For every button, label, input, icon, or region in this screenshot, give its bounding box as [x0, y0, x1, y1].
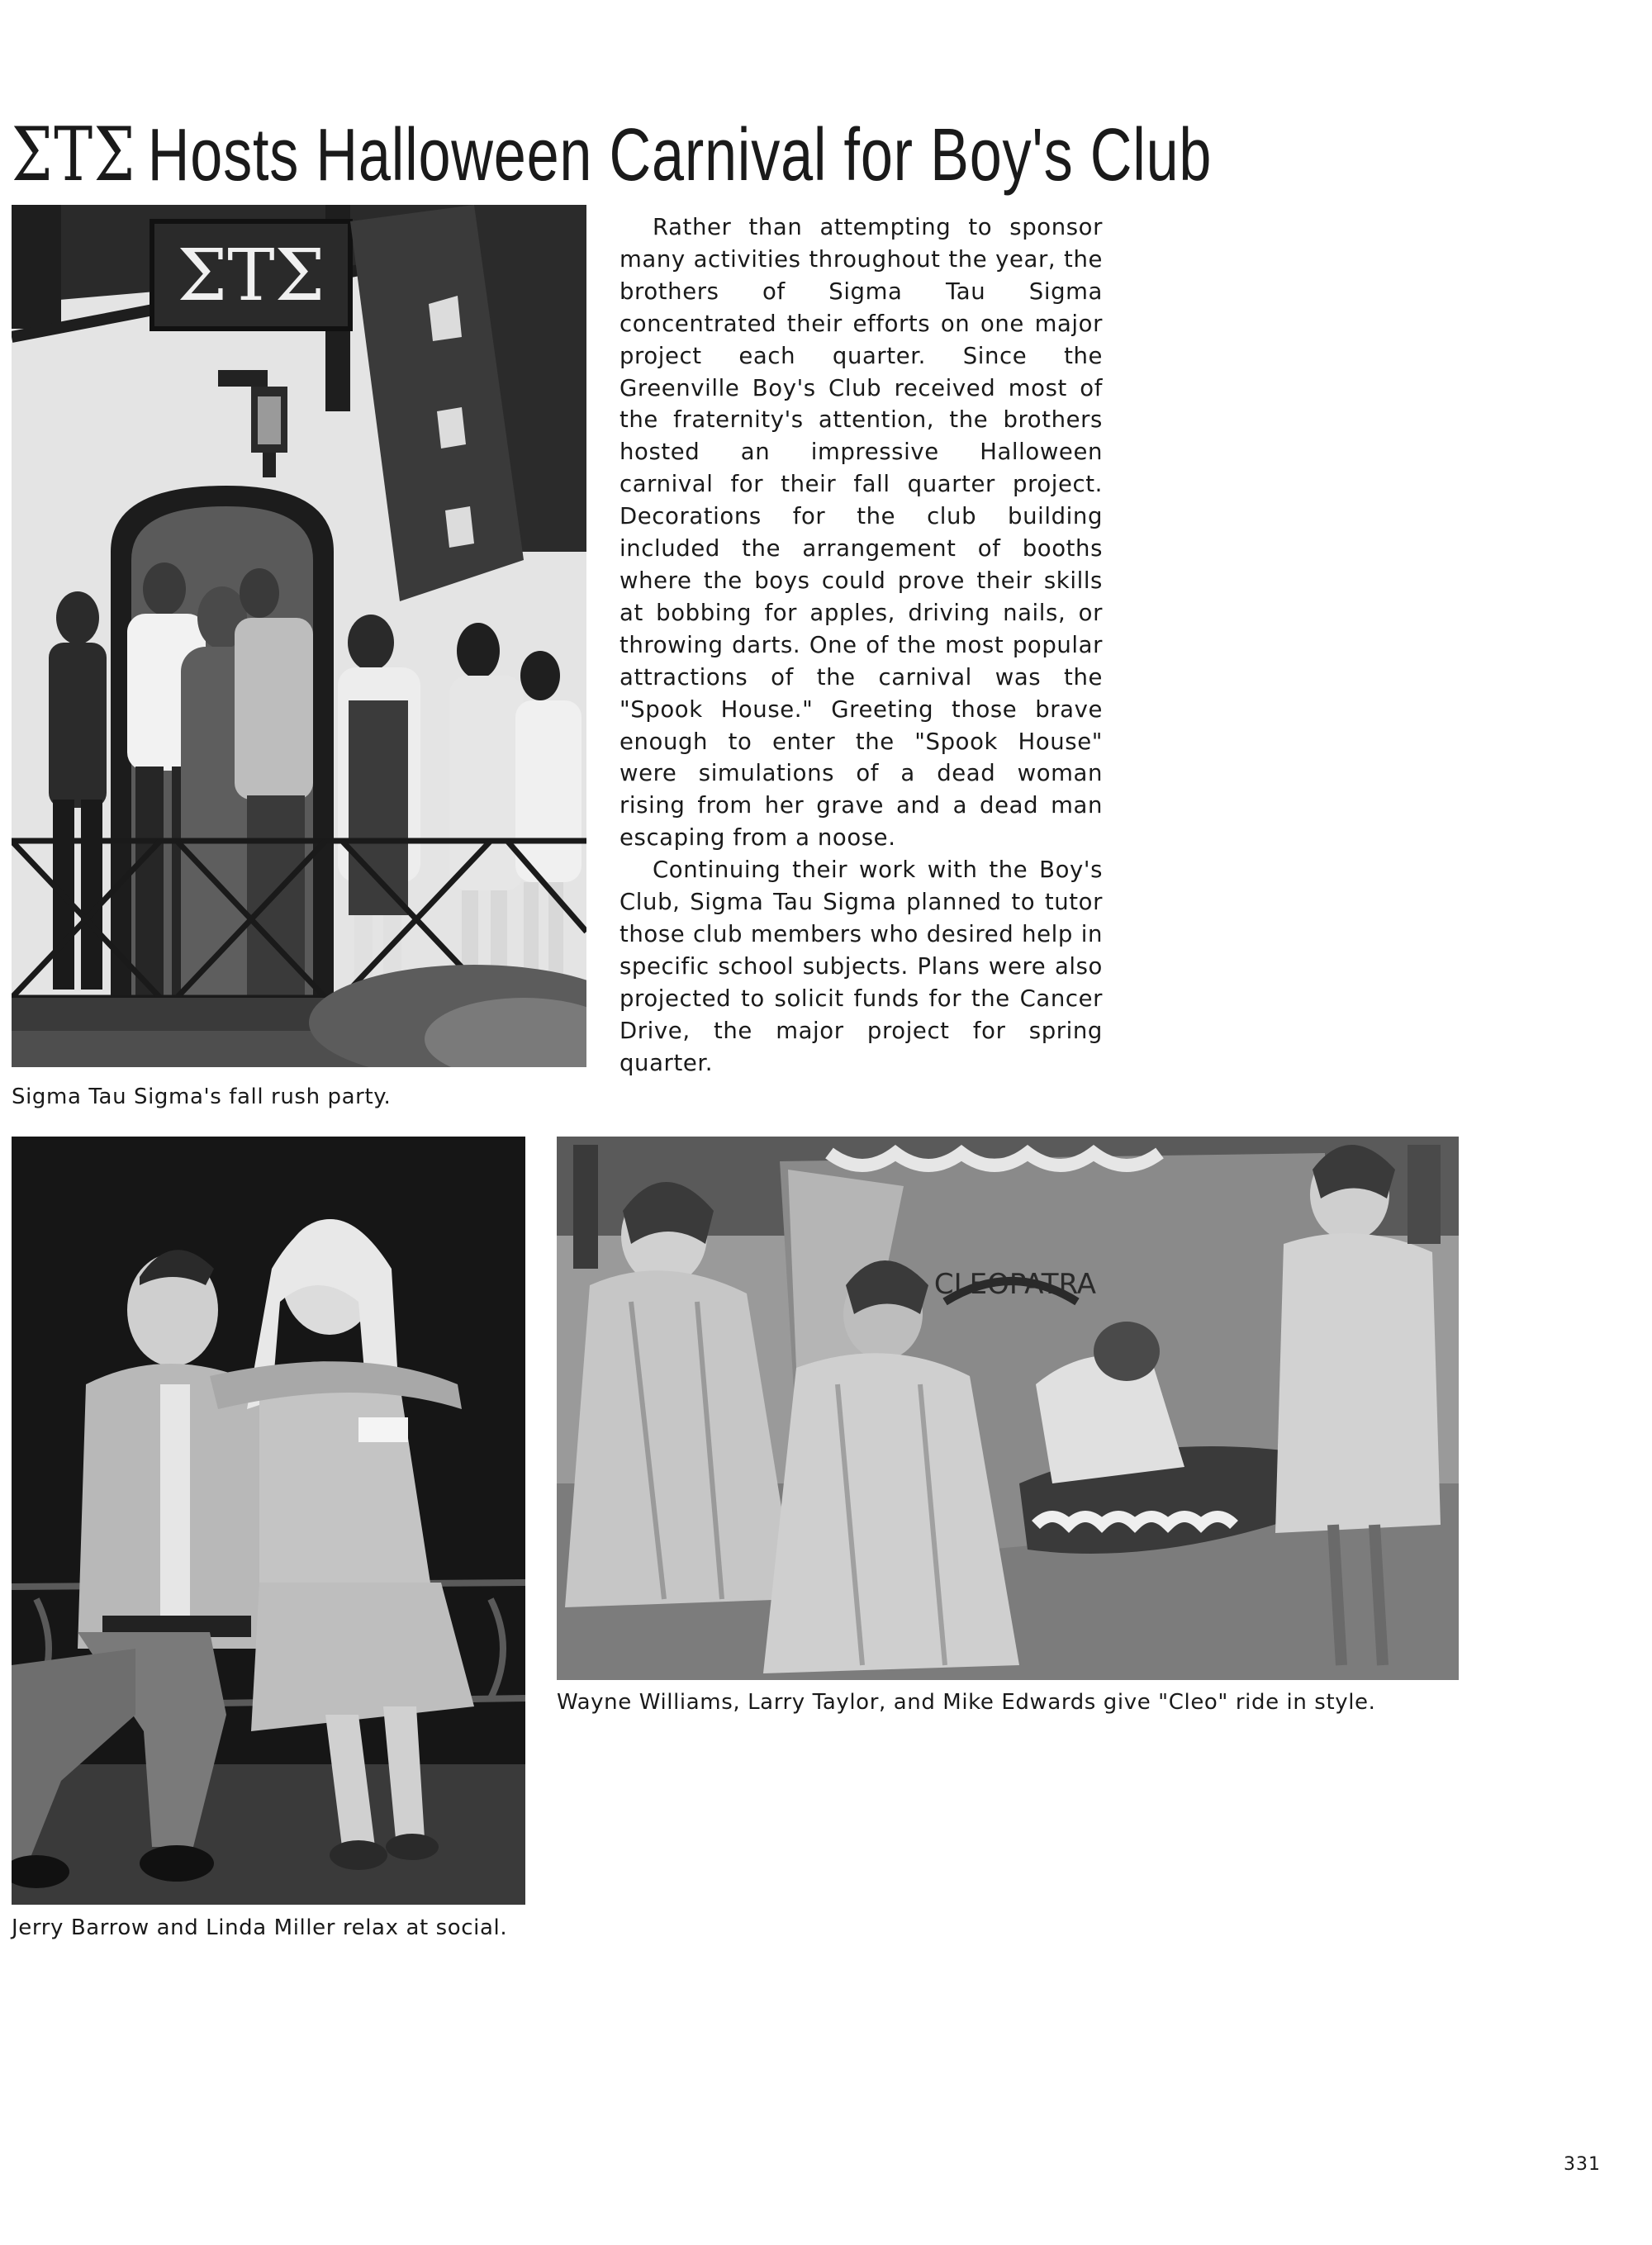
body-paragraph: Continuing their work with the Boy's Club, Sigma Tau Sigma planned to tutor those club members who desired help in specific school subjects. Plans were also projected to solicit funds for the Cancer Drive, the major project for spring quarter. [620, 857, 1103, 1076]
page-number: 331 [1564, 2154, 1601, 2175]
caption-cleo-parade: Wayne Williams, Larry Taylor, and Mike Edwards give "Cleo" ride in style. [557, 1690, 1376, 1715]
headline-greek-letters: ΣΤΣ [12, 112, 136, 198]
article-body [620, 211, 1103, 1079]
page-headline [12, 106, 1212, 205]
caption-rush-party: Sigma Tau Sigma's fall rush party. [12, 1085, 392, 1109]
photo-social [12, 1137, 525, 1905]
rush-party-illustration [12, 205, 586, 1067]
sign-greek-letters: ΣΤΣ [177, 235, 325, 317]
social-illustration [12, 1137, 525, 1905]
headline-title: Hosts Halloween Carnival for Boy's Club [147, 114, 1213, 197]
body-paragraph: Rather than attempting to sponsor many activities throughout the year, the brothers of Sigma Tau Sigma concentrated their efforts on one major project each quarter. Since the Greenville Boy's Club received most of the fraternity's attention, the brothers hosted an impressive Halloween carnival for their fall quarter project. Decorations for the club building included the arrangement of booths where the boys could prove their skills at bobbing for apples, driving nails, or throwing darts. One of the most popular attractions of the carnival was the "Spook House." Greeting those brave enough to enter the "Spook House" were simulations of a dead woman rising from her grave and a dead man escaping from a noose. [620, 214, 1103, 852]
cleo-parade-illustration [557, 1137, 1459, 1680]
banner-text: CLEOPATRA [933, 1268, 1097, 1301]
caption-social: Jerry Barrow and Linda Miller relax at social. [12, 1915, 508, 1940]
photo-rush-party [12, 205, 586, 1067]
photo-cleo-parade [557, 1137, 1459, 1680]
